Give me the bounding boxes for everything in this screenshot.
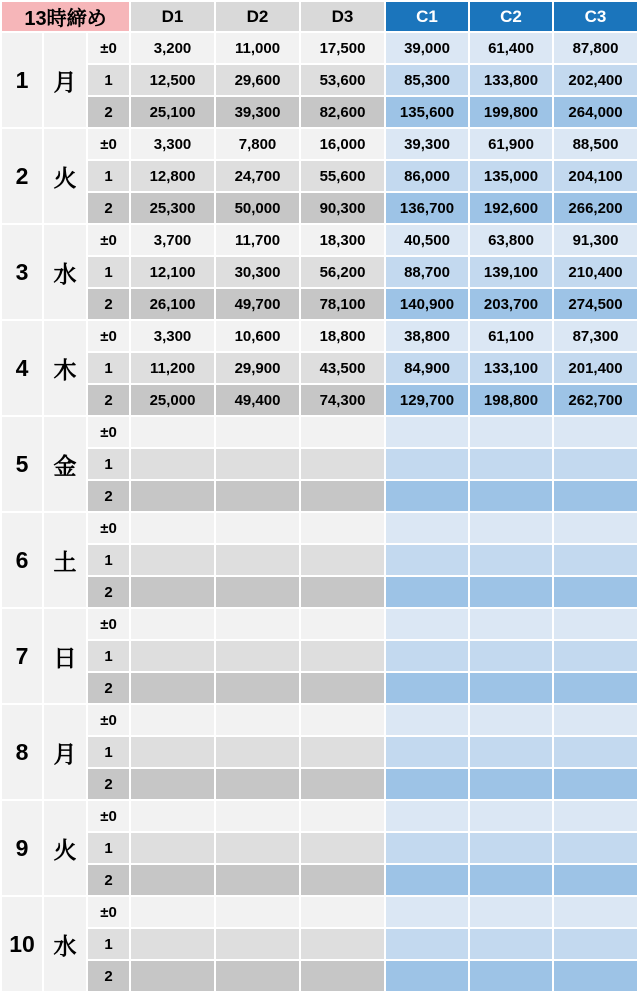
table-row (2, 961, 637, 991)
cell-d2 (216, 737, 299, 767)
cell-d3 (301, 769, 384, 799)
cell-d1 (131, 449, 214, 479)
cell-c1: 88,700 (386, 257, 468, 287)
cell-d1: 3,300 (131, 321, 214, 351)
cell-c2 (470, 417, 552, 447)
cell-c3 (554, 833, 637, 863)
cell-c2: 135,000 (470, 161, 552, 191)
cell-c2 (470, 705, 552, 735)
cell-c3: 210,400 (554, 257, 637, 287)
cell-d1: 3,200 (131, 33, 214, 63)
table-row (2, 449, 637, 479)
cell-c1 (386, 513, 468, 543)
offset-label: 1 (88, 353, 129, 383)
cell-c2 (470, 929, 552, 959)
cell-c1: 84,900 (386, 353, 468, 383)
cell-d3: 18,300 (301, 225, 384, 255)
cell-d3 (301, 673, 384, 703)
cell-c2: 203,700 (470, 289, 552, 319)
table-row (2, 65, 637, 95)
cell-d2: 11,700 (216, 225, 299, 255)
cell-d3 (301, 865, 384, 895)
cell-c2 (470, 961, 552, 991)
cell-d3 (301, 705, 384, 735)
cell-c3 (554, 609, 637, 639)
cell-c1 (386, 769, 468, 799)
cell-d3: 43,500 (301, 353, 384, 383)
cell-c1: 38,800 (386, 321, 468, 351)
table-title: 13時締め (2, 2, 129, 31)
offset-label: 2 (88, 385, 129, 415)
cell-c2: 133,100 (470, 353, 552, 383)
offset-label: ±0 (88, 129, 129, 159)
cell-c1 (386, 705, 468, 735)
day-name: 火 (44, 129, 86, 223)
day-name: 月 (44, 705, 86, 799)
cell-c1 (386, 801, 468, 831)
cell-c3 (554, 513, 637, 543)
cell-d3: 56,200 (301, 257, 384, 287)
offset-label: 2 (88, 97, 129, 127)
table-row (2, 417, 637, 447)
cell-c2 (470, 801, 552, 831)
offset-label: 1 (88, 737, 129, 767)
cell-d1 (131, 737, 214, 767)
cell-c1 (386, 673, 468, 703)
cell-d3 (301, 737, 384, 767)
cell-c2 (470, 577, 552, 607)
cell-c3 (554, 801, 637, 831)
offset-label: 2 (88, 865, 129, 895)
cell-d2 (216, 641, 299, 671)
table-row (2, 577, 637, 607)
cell-c3: 88,500 (554, 129, 637, 159)
cell-d3 (301, 929, 384, 959)
table-row (2, 801, 637, 831)
cell-d1: 12,800 (131, 161, 214, 191)
cell-c2 (470, 481, 552, 511)
cell-c3 (554, 577, 637, 607)
cell-c3: 264,000 (554, 97, 637, 127)
offset-label: 2 (88, 673, 129, 703)
cell-d1 (131, 673, 214, 703)
day-number: 10 (2, 897, 42, 991)
cell-d2: 49,400 (216, 385, 299, 415)
cell-c3 (554, 673, 637, 703)
cell-c2: 198,800 (470, 385, 552, 415)
cell-c2: 61,100 (470, 321, 552, 351)
col-header-d3: D3 (301, 2, 384, 31)
cell-c2: 61,900 (470, 129, 552, 159)
cell-d1: 26,100 (131, 289, 214, 319)
col-header-c1: C1 (386, 2, 468, 31)
offset-label: 1 (88, 65, 129, 95)
table-row (2, 929, 637, 959)
cell-d2: 24,700 (216, 161, 299, 191)
cell-d1 (131, 769, 214, 799)
cell-c1: 136,700 (386, 193, 468, 223)
cell-c2 (470, 897, 552, 927)
cell-d3: 17,500 (301, 33, 384, 63)
offset-label: ±0 (88, 609, 129, 639)
table-row (2, 545, 637, 575)
cell-c3 (554, 449, 637, 479)
offset-label: 1 (88, 161, 129, 191)
cell-d2: 10,600 (216, 321, 299, 351)
table-row (2, 641, 637, 671)
offset-label: ±0 (88, 417, 129, 447)
table-body (2, 33, 637, 991)
offset-label: ±0 (88, 33, 129, 63)
cell-c1: 39,300 (386, 129, 468, 159)
cell-c3 (554, 961, 637, 991)
cell-d2: 39,300 (216, 97, 299, 127)
table-row (2, 897, 637, 927)
cell-c3: 266,200 (554, 193, 637, 223)
cell-c2: 133,800 (470, 65, 552, 95)
cell-d2 (216, 577, 299, 607)
table-row (2, 193, 637, 223)
cell-c2 (470, 641, 552, 671)
cell-c1 (386, 833, 468, 863)
cell-c3: 202,400 (554, 65, 637, 95)
cell-c2 (470, 449, 552, 479)
cell-c3 (554, 545, 637, 575)
cell-d3: 78,100 (301, 289, 384, 319)
cell-d2 (216, 673, 299, 703)
table-row (2, 33, 637, 63)
cell-d1 (131, 833, 214, 863)
cell-c3 (554, 641, 637, 671)
cell-d2 (216, 481, 299, 511)
day-name: 木 (44, 321, 86, 415)
day-name: 日 (44, 609, 86, 703)
offset-label: ±0 (88, 225, 129, 255)
day-number: 2 (2, 129, 42, 223)
col-header-d1: D1 (131, 2, 214, 31)
day-name: 水 (44, 897, 86, 991)
table-row (2, 257, 637, 287)
table-row (2, 161, 637, 191)
cell-c2 (470, 609, 552, 639)
cell-c1 (386, 929, 468, 959)
cell-d3 (301, 641, 384, 671)
cell-d1 (131, 481, 214, 511)
cell-d1: 12,100 (131, 257, 214, 287)
offset-label: 2 (88, 481, 129, 511)
cell-d1: 3,700 (131, 225, 214, 255)
cell-c3 (554, 481, 637, 511)
cell-d3: 74,300 (301, 385, 384, 415)
cell-d1 (131, 417, 214, 447)
cell-c2: 199,800 (470, 97, 552, 127)
table-row (2, 705, 637, 735)
day-name: 金 (44, 417, 86, 511)
cell-d2 (216, 769, 299, 799)
day-name: 月 (44, 33, 86, 127)
col-header-c3: C3 (554, 2, 637, 31)
cell-d3 (301, 481, 384, 511)
cell-c2 (470, 737, 552, 767)
day-number: 3 (2, 225, 42, 319)
cell-c3 (554, 705, 637, 735)
offset-label: ±0 (88, 321, 129, 351)
day-number: 6 (2, 513, 42, 607)
cell-d1 (131, 609, 214, 639)
offset-label: 1 (88, 833, 129, 863)
cell-d1: 25,000 (131, 385, 214, 415)
offset-label: ±0 (88, 897, 129, 927)
cell-c3: 91,300 (554, 225, 637, 255)
table-row (2, 289, 637, 319)
table-row (2, 769, 637, 799)
cell-d1 (131, 577, 214, 607)
cell-d1: 11,200 (131, 353, 214, 383)
cell-c2: 139,100 (470, 257, 552, 287)
cell-c3 (554, 929, 637, 959)
table-row (2, 97, 637, 127)
cell-c3: 87,800 (554, 33, 637, 63)
cell-c1: 40,500 (386, 225, 468, 255)
cell-d1: 25,300 (131, 193, 214, 223)
cell-c2 (470, 865, 552, 895)
cell-c3 (554, 737, 637, 767)
cell-d2 (216, 705, 299, 735)
offset-label: 2 (88, 193, 129, 223)
offset-label: ±0 (88, 513, 129, 543)
table-row (2, 865, 637, 895)
cell-d3 (301, 417, 384, 447)
cell-d3: 90,300 (301, 193, 384, 223)
offset-label: 1 (88, 641, 129, 671)
cell-c1 (386, 545, 468, 575)
cell-c1 (386, 737, 468, 767)
offset-label: 2 (88, 961, 129, 991)
cell-c3: 262,700 (554, 385, 637, 415)
cell-d2 (216, 929, 299, 959)
offset-label: 1 (88, 257, 129, 287)
cell-d1: 12,500 (131, 65, 214, 95)
table-row (2, 385, 637, 415)
cell-d2: 49,700 (216, 289, 299, 319)
cell-c3 (554, 897, 637, 927)
day-name: 水 (44, 225, 86, 319)
cell-d2: 29,600 (216, 65, 299, 95)
cell-c3 (554, 769, 637, 799)
cell-d2 (216, 513, 299, 543)
cell-d1 (131, 641, 214, 671)
cell-d1 (131, 513, 214, 543)
day-number: 5 (2, 417, 42, 511)
cell-d3 (301, 897, 384, 927)
cell-c1 (386, 609, 468, 639)
cell-c1: 86,000 (386, 161, 468, 191)
cell-d2 (216, 801, 299, 831)
cell-d2 (216, 545, 299, 575)
cell-c1 (386, 641, 468, 671)
cell-c3 (554, 417, 637, 447)
cell-d2 (216, 833, 299, 863)
cell-c3: 87,300 (554, 321, 637, 351)
cell-d1 (131, 705, 214, 735)
cell-c3: 204,100 (554, 161, 637, 191)
table-row (2, 129, 637, 159)
cell-d3 (301, 577, 384, 607)
offset-label: 1 (88, 929, 129, 959)
table-row (2, 673, 637, 703)
cell-d3: 55,600 (301, 161, 384, 191)
table-row (2, 353, 637, 383)
cell-d3 (301, 609, 384, 639)
cell-c3: 274,500 (554, 289, 637, 319)
cell-d1: 3,300 (131, 129, 214, 159)
cell-d1 (131, 545, 214, 575)
cell-c3: 201,400 (554, 353, 637, 383)
cell-d3 (301, 513, 384, 543)
cell-d2: 29,900 (216, 353, 299, 383)
cell-d2: 50,000 (216, 193, 299, 223)
offset-label: 2 (88, 289, 129, 319)
table-row (2, 737, 637, 767)
cell-c1 (386, 417, 468, 447)
cell-d2 (216, 609, 299, 639)
cell-d1 (131, 929, 214, 959)
cell-c1: 140,900 (386, 289, 468, 319)
table-row (2, 513, 637, 543)
day-number: 8 (2, 705, 42, 799)
cell-d2 (216, 449, 299, 479)
cell-d3 (301, 801, 384, 831)
cell-d2: 11,000 (216, 33, 299, 63)
cell-d3: 82,600 (301, 97, 384, 127)
day-number: 4 (2, 321, 42, 415)
table-row (2, 609, 637, 639)
offset-label: 2 (88, 577, 129, 607)
cell-d3 (301, 961, 384, 991)
cell-c1: 129,700 (386, 385, 468, 415)
cell-d1 (131, 801, 214, 831)
cell-c2 (470, 769, 552, 799)
cell-c2: 63,800 (470, 225, 552, 255)
cell-d1 (131, 961, 214, 991)
cell-c1: 39,000 (386, 33, 468, 63)
cell-c1 (386, 961, 468, 991)
cell-d3: 18,800 (301, 321, 384, 351)
day-name: 土 (44, 513, 86, 607)
cell-d1: 25,100 (131, 97, 214, 127)
cell-c1 (386, 449, 468, 479)
cell-c1: 135,600 (386, 97, 468, 127)
day-number: 7 (2, 609, 42, 703)
cell-d2 (216, 865, 299, 895)
cell-c1 (386, 865, 468, 895)
cell-d2: 7,800 (216, 129, 299, 159)
cell-d1 (131, 897, 214, 927)
offset-label: 1 (88, 449, 129, 479)
cell-c2: 192,600 (470, 193, 552, 223)
cell-d2 (216, 417, 299, 447)
cell-d3 (301, 449, 384, 479)
day-number: 1 (2, 33, 42, 127)
cell-c1 (386, 897, 468, 927)
cell-d3: 53,600 (301, 65, 384, 95)
header-row (2, 2, 637, 31)
cell-d2 (216, 897, 299, 927)
cell-c2 (470, 545, 552, 575)
cell-d2: 30,300 (216, 257, 299, 287)
cell-d3 (301, 545, 384, 575)
col-header-c2: C2 (470, 2, 552, 31)
table-row (2, 833, 637, 863)
cell-d2 (216, 961, 299, 991)
cell-c2 (470, 673, 552, 703)
cell-c1: 85,300 (386, 65, 468, 95)
cell-c2: 61,400 (470, 33, 552, 63)
offset-label: ±0 (88, 705, 129, 735)
cell-d3: 16,000 (301, 129, 384, 159)
day-number: 9 (2, 801, 42, 895)
cell-c3 (554, 865, 637, 895)
cell-d3 (301, 833, 384, 863)
cell-c2 (470, 833, 552, 863)
offset-label: ±0 (88, 801, 129, 831)
offset-label: 1 (88, 545, 129, 575)
cell-d1 (131, 865, 214, 895)
col-header-d2: D2 (216, 2, 299, 31)
cell-c1 (386, 577, 468, 607)
day-name: 火 (44, 801, 86, 895)
cell-c2 (470, 513, 552, 543)
table-row (2, 225, 637, 255)
cell-c1 (386, 481, 468, 511)
table-row (2, 481, 637, 511)
table-row (2, 321, 637, 351)
offset-label: 2 (88, 769, 129, 799)
